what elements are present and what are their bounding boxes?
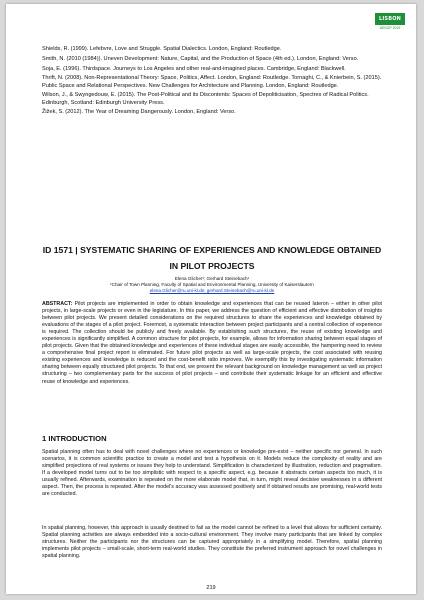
page-number: 219 (206, 585, 216, 591)
logo-subtitle: AESOP 2019 (379, 26, 401, 30)
abstract-label: ABSTRACT: (42, 301, 73, 307)
abstract (42, 301, 382, 386)
abstract-text: Pilot projects are implemented in order to obtain knowledge and experiences that can be reused lateron – either in other pilot projects, in large-scale projects or even in the legislature. In this paper, we address the question of efficient and effective distribution of insights between pilot projects. We present detailed considerations on the required structures to share the experiences and knowledge obtained by evaluations of the stages of a pilot project. Foremost, a systematic interaction between project participants and a central collection of experience is required. The collection should be publicly and freely available. By establishing such structures, the reuse of existing knowledge and experiences is significantly simplified. A common structure for pilot projects, for example, allows for information sharing between equal stages of pilot projects. Given that the obtained knowledge and experiences of these individual stages are easily accessible, the hampering need to review a comprehensive final project report is eliminated. For future pilot projects as well as large-scale projects, the cost associated with reusing existing experiences and knowledge is reduced and the cost-benefit ratio improves. We exemplify this by investigating systematic information sharing between equally structured pilot projects. To that end, we present the relevant background on knowledge management as well as project structuring – two complementary parts for the success of pilot projects – and contribute their systematic linkage for an efficient and effective reuse of knowledge and experiences. (42, 301, 382, 385)
logo-mark: LISBON (375, 13, 405, 25)
reference-item: Žižek, S. (2012). The Year of Dreaming Dangerously. London, England: Verso. (42, 109, 236, 116)
body-paragraph: Spatial planning often has to deal with novel challenges where no experiences or knowledge pre-exist – neither specific nor general. In such scenarios, it is common scientific practice to create a model and test a hypothesis on it. Models reduce the complexity of reality and are simplified projections of real systems or issues they help to understand. Simplification is characterized by illustration, reduction and pragmatism. If a developed model turns out to be too simplistic with respect to a specific aspect, e.g. because it abstracts certain aspects too much, it is usually refined. Afterwards, examination is repeated on the more elaborate model that, in turn, might reveal decisive weaknesses in a different aspect. Then, the process is repeated. After the model's accuracy was assessed positively and if obtained results are promising, real-world tests are conducted. (42, 449, 382, 498)
reference-item: Shields, R. (1999). Lefebvre, Love and Struggle. Spatial Dialectics. London, England: Routledge. (42, 46, 282, 52)
author-emails[interactable]: elena.Glicher@ru.uni-kl.de; gerhard.Steinebach@ru.uni-kl.de (149, 288, 275, 294)
reference-item: Soja, E. (1996). Thirdspace. Journeys to Los Angeles and other real-and-imagined places. Cambridge, England: Blackwell. (42, 65, 346, 72)
reference-item: Smith, N. (2010 (1984)). Uneven Development: Nature, Capital, and the Production of Space (4th ed.). London, England: Verso. (42, 55, 359, 62)
reference-item: Wilson, J., & Swyngedouw, E. (2015). The Post-Political and its Discontents: Spaces of Depoliticisation, Spectres of Radical Politics. Edinburgh, Scotland: Edinburgh University Press. (42, 92, 369, 106)
author-block (42, 276, 382, 295)
author-names: Elena Glicher¹; Gerhard Steinebach¹ (174, 276, 250, 281)
body-paragraph: In spatial planning, however, this approach is usually destined to fail as the model cannot be refined to a level that allows for sufficient certainty. Spatial planning activities are always embedded into a socio-cultural environment. They involve many participants that are linked by complex structures. Neither the participants nor the structures can be captured appropriately in a simplifying model. Therefore, spatial planning implements pilot projects – small-scale, short-term real-world studies. They constitute the preferred instrument approach for novel challenges in spatial planning. (42, 525, 382, 560)
paper-title: ID 1571 | SYSTEMATIC SHARING OF EXPERIENCES AND KNOWLEDGE OBTAINED IN PILOT PROJECTS (42, 245, 382, 271)
conference-logo (375, 13, 405, 37)
reference-list (42, 46, 382, 119)
author-affiliation: ¹Chair of Town Planning, Faculty of Spatial and Environmental Planning, University of Kaiserslautern (110, 282, 314, 288)
document-page (6, 4, 416, 594)
reference-item: Thrift, N. (2008). Non-Representational Theory: Space, Politics, Affect. London, England: Routledge. Tornaghi, C., & Knierbein, S. (2015). Public Space and Relational Perspectives. New Challenges for Architecture and Planning. London, England: Routledge. (42, 75, 382, 89)
section-heading: 1 INTRODUCTION (42, 434, 107, 443)
